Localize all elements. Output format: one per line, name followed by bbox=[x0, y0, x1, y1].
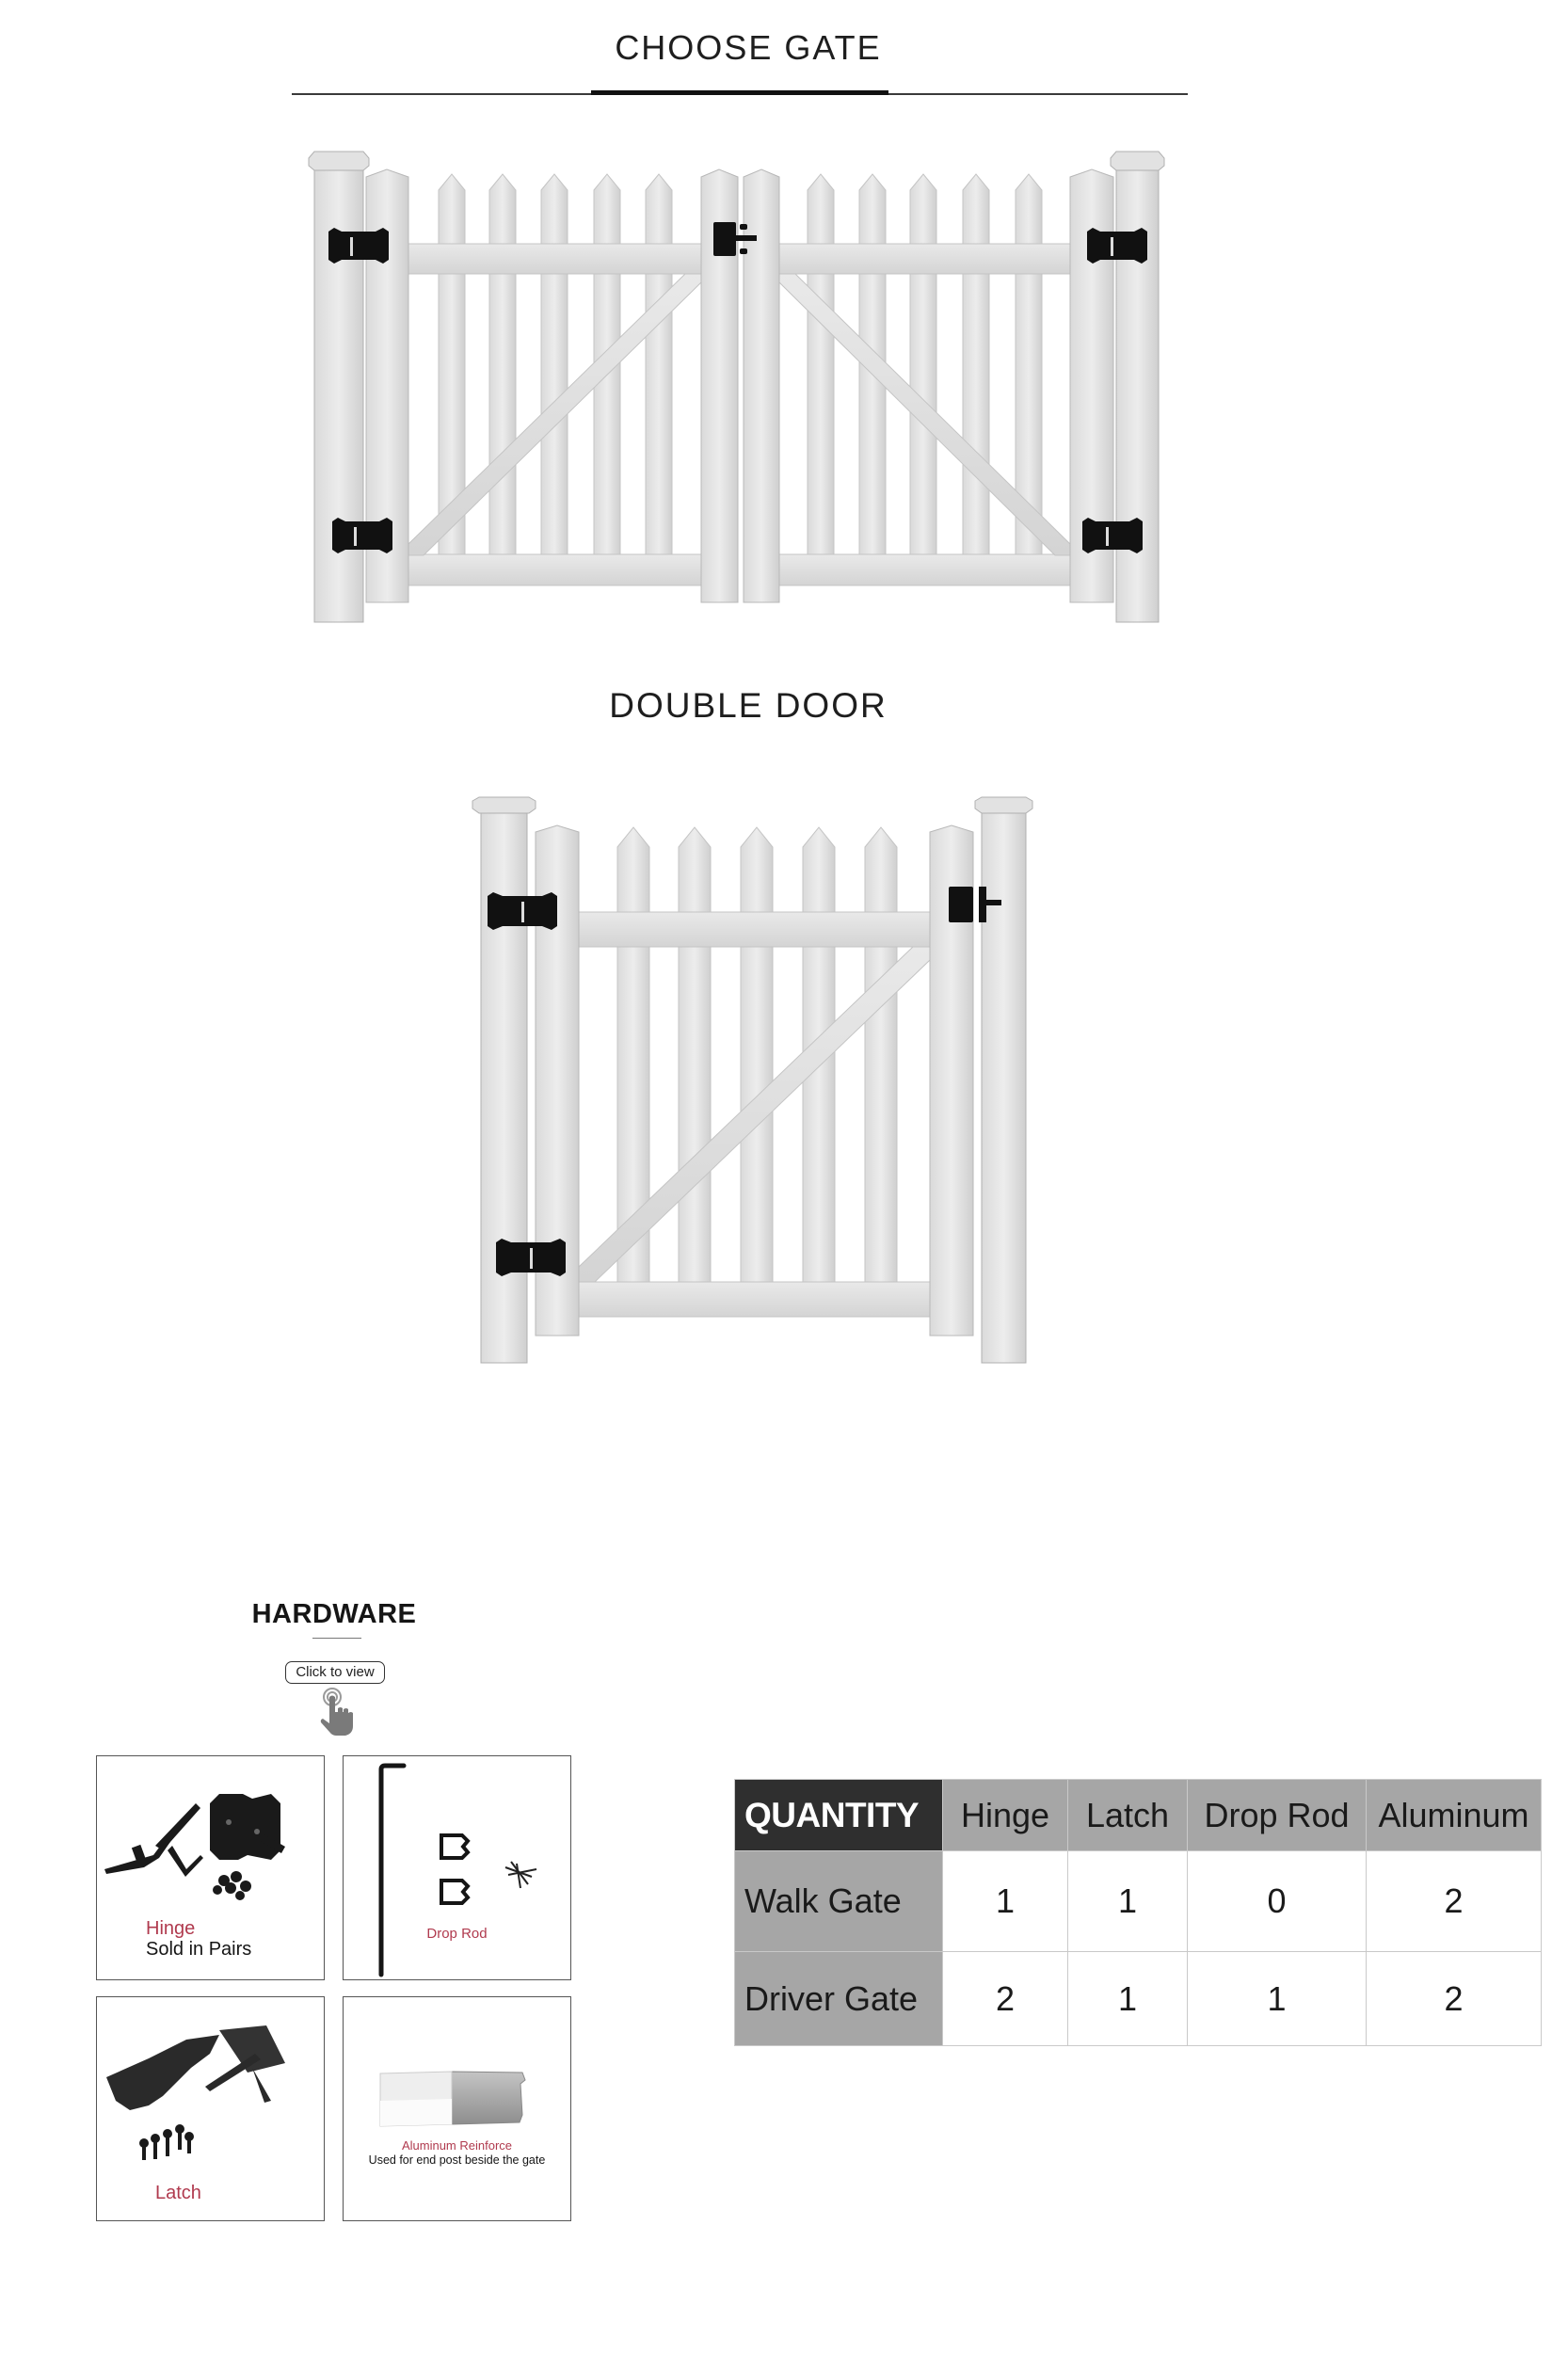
hardware-title: HARDWARE bbox=[251, 1599, 417, 1629]
double-gate-image[interactable] bbox=[301, 141, 1176, 631]
table-header-row bbox=[735, 1780, 1542, 1851]
hinge-label: Hinge bbox=[146, 1918, 196, 1939]
cell-walk-gate-latch: 1 bbox=[1068, 1851, 1188, 1952]
click-to-view-button[interactable]: Click to view bbox=[285, 1661, 385, 1684]
title-active-underline bbox=[591, 90, 888, 95]
table-corner-header: QUANTITY bbox=[735, 1780, 943, 1851]
drop-rod-label: Drop Rod bbox=[426, 1926, 488, 1942]
single-gate-image[interactable] bbox=[471, 791, 1035, 1374]
cell-walk-gate-drop-rod: 0 bbox=[1188, 1851, 1367, 1952]
row-header-driver-gate: Driver Gate bbox=[735, 1952, 943, 2046]
hardware-divider bbox=[312, 1638, 361, 1639]
double-door-label: DOUBLE DOOR bbox=[609, 686, 888, 725]
hardware-item-hinge[interactable] bbox=[96, 1755, 325, 1980]
cell-driver-gate-aluminum: 2 bbox=[1367, 1952, 1542, 2046]
aluminum-reinforce-image bbox=[344, 1997, 570, 2220]
column-header-latch: Latch bbox=[1068, 1780, 1188, 1851]
cell-walk-gate-hinge: 1 bbox=[943, 1851, 1068, 1952]
aluminum-reinforce-note: Used for end post beside the gate bbox=[368, 2153, 546, 2167]
hardware-item-latch[interactable] bbox=[96, 1996, 325, 2221]
column-header-aluminum: Aluminum bbox=[1367, 1780, 1542, 1851]
quantity-table bbox=[734, 1779, 1542, 2046]
cell-driver-gate-hinge: 2 bbox=[943, 1952, 1068, 2046]
latch-image bbox=[97, 1997, 324, 2220]
column-header-hinge: Hinge bbox=[943, 1780, 1068, 1851]
choose-gate-title: CHOOSE GATE bbox=[615, 28, 882, 67]
row-header-walk-gate: Walk Gate bbox=[735, 1851, 943, 1952]
drop-rod-image bbox=[344, 1756, 570, 1979]
hinge-note: Sold in Pairs bbox=[146, 1939, 252, 1960]
aluminum-reinforce-label: Aluminum Reinforce bbox=[401, 2138, 513, 2153]
pointing-hand-icon bbox=[316, 1687, 360, 1739]
table-row bbox=[735, 1851, 1542, 1952]
cell-driver-gate-latch: 1 bbox=[1068, 1952, 1188, 2046]
cell-driver-gate-drop-rod: 1 bbox=[1188, 1952, 1367, 2046]
cell-walk-gate-aluminum: 2 bbox=[1367, 1851, 1542, 1952]
latch-label: Latch bbox=[155, 2183, 201, 2203]
table-row bbox=[735, 1952, 1542, 2046]
hardware-item-drop-rod[interactable] bbox=[343, 1755, 571, 1980]
hardware-item-aluminum-reinforce[interactable] bbox=[343, 1996, 571, 2221]
column-header-drop-rod: Drop Rod bbox=[1188, 1780, 1367, 1851]
